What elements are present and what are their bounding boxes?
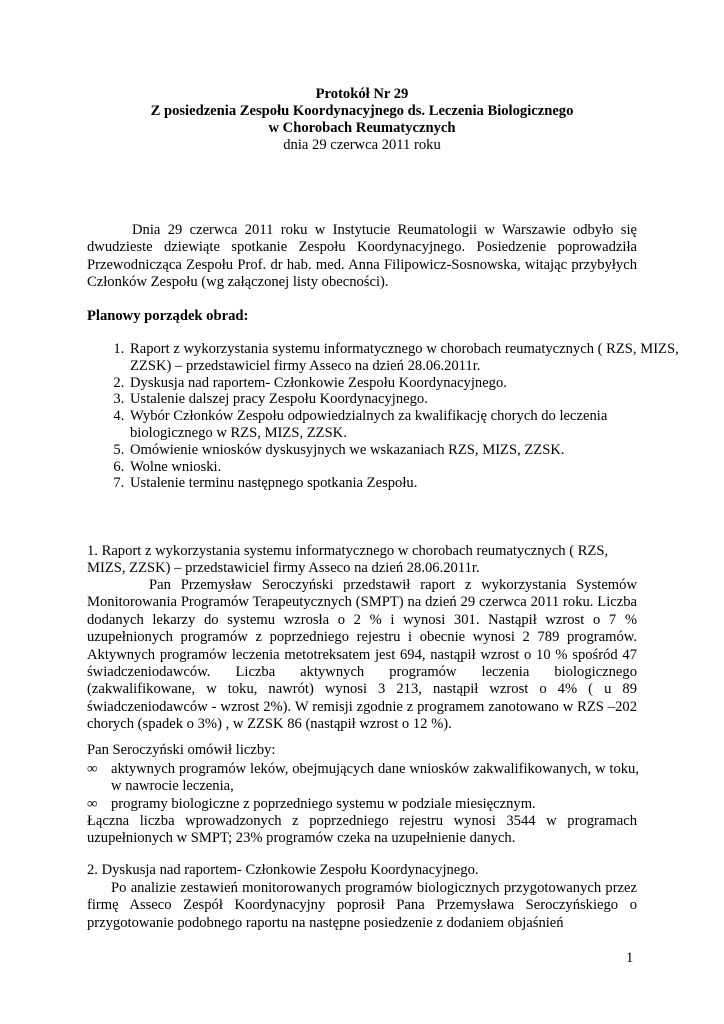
agenda-item: 1. Raport z wykorzystania systemu informatycznego w chorobach reumatycznych ( RZS, MIZS, ZZSK) – przedstawiciel firmy Asseco na dzień 28.06.2011r. [128, 341, 680, 375]
agenda-item: 5. Omówienie wniosków dyskusyjnych we wskazaniach RZS, MIZS, ZZSK. [128, 442, 680, 459]
meeting-date: dnia 29 czerwca 2011 roku [283, 137, 441, 153]
agenda-item: 2. Dyskusja nad raportem- Członkowie Zespołu Koordynacyjnego. [128, 375, 680, 392]
agenda-item: 6. Wolne wnioski. [128, 459, 680, 476]
meeting-subtitle-1: Z posiedzenia Zespołu Koordynacyjnego ds. Leczenia Biologicznego [150, 103, 574, 119]
bullet-text: programy biologiczne z poprzedniego systemu w podziale miesięcznym. [111, 795, 536, 812]
agenda-item: 7. Ustalenie terminu następnego spotkania Zespołu. [128, 475, 680, 492]
title-block [0, 86, 724, 154]
agenda-item: 3. Ustalenie dalszej pracy Zespołu Koordynacyjnego. [128, 391, 680, 408]
meeting-subtitle-2: w Chorobach Reumatycznych [268, 120, 456, 136]
section1-body: Pan Przemysław Seroczyński przedstawił raport z wykorzystania Systemów Monitorowania Programów Terapeutycznych (SMPT) na dzień 29 czerwca 2011 roku. Liczba dodanych lekarzy do systemu wzrosła o 2 % i wynosi 301. Nastąpił wzrost o 7 % uzupełnionych programów z poprzedniego rejestru i obecnie wynosi 2 789 programów. Aktywnych programów leczenia metotreksatem jest 694, nastąpił wzrost o 10 % spośród 47 świadczeniodawców. Liczba aktywnych programów leczenia biologicznego (zakwalifikowane, w toku, nawrót) wynosi 3 213, nastąpił wzrost o 4% ( u 89 świadczeniodawców - wzrost 2%). W remisji zgodnie z programem zanotowano w RZS –202 chorych (spadek o 3%) , w ZZSK 86 (nastąpił wzrost o 12 %). [87, 577, 637, 733]
agenda-item: 4. Wybór Członków Zespołu odpowiedzialnych za kwalifikację chorych do leczenia biologicznego w RZS, MIZS, ZZSK. [128, 408, 680, 442]
infinity-icon: ∞ [87, 761, 98, 777]
bullet-text: aktywnych programów leków, obejmujących dane wniosków zakwalifikowanych, w toku, w nawrocie leczenia, [111, 761, 639, 795]
intro-paragraph: Dnia 29 czerwca 2011 roku w Instytucie Reumatologii w Warszawie odbyło się dwudzieste dziewiąte spotkanie Zespołu Koordynacyjnego. Posiedzenie poprowadziła Przewodnicząca Zespołu Prof. dr hab. med. Anna Filipowicz-Sosnowska, witając przybyłych Członków Zespołu (wg załączonej listy obecności). [87, 222, 637, 291]
protocol-title: Protokół Nr 29 [315, 86, 409, 102]
numbers-bullet-list [87, 761, 639, 813]
section1-title: 1. Raport z wykorzystania systemu informatycznego w chorobach reumatycznych ( RZS, MIZS, ZZSK) – przedstawiciel firmy Asseco na dzień 28.06.2011r. [87, 543, 609, 577]
infinity-icon: ∞ [87, 795, 98, 812]
page-number: 1 [626, 950, 634, 966]
numbers-intro: Pan Seroczyński omówił liczby: [87, 742, 276, 758]
list-item [87, 796, 639, 813]
list-item [87, 761, 639, 796]
agenda-heading: Planowy porządek obrad: [87, 308, 249, 324]
section2-body: Po analizie zestawień monitorowanych programów biologicznych przygotowanych przez firmę Asseco Zespół Koordynacyjny poprosił Pana Przemysława Seroczyńskiego o przygotowanie podobnego raportu na następne posiedzenie z dodaniem objaśnień [87, 880, 637, 931]
section2-title: 2. Dyskusja nad raportem- Członkowie Zespołu Koordynacyjnego. [87, 862, 479, 878]
agenda-list [87, 341, 680, 492]
total-paragraph: Łączna liczba wprowadzonych z poprzedniego rejestru wynosi 3544 w programach uzupełnionych w SMPT; 23% programów czeka na uzupełnienie danych. [87, 813, 637, 847]
